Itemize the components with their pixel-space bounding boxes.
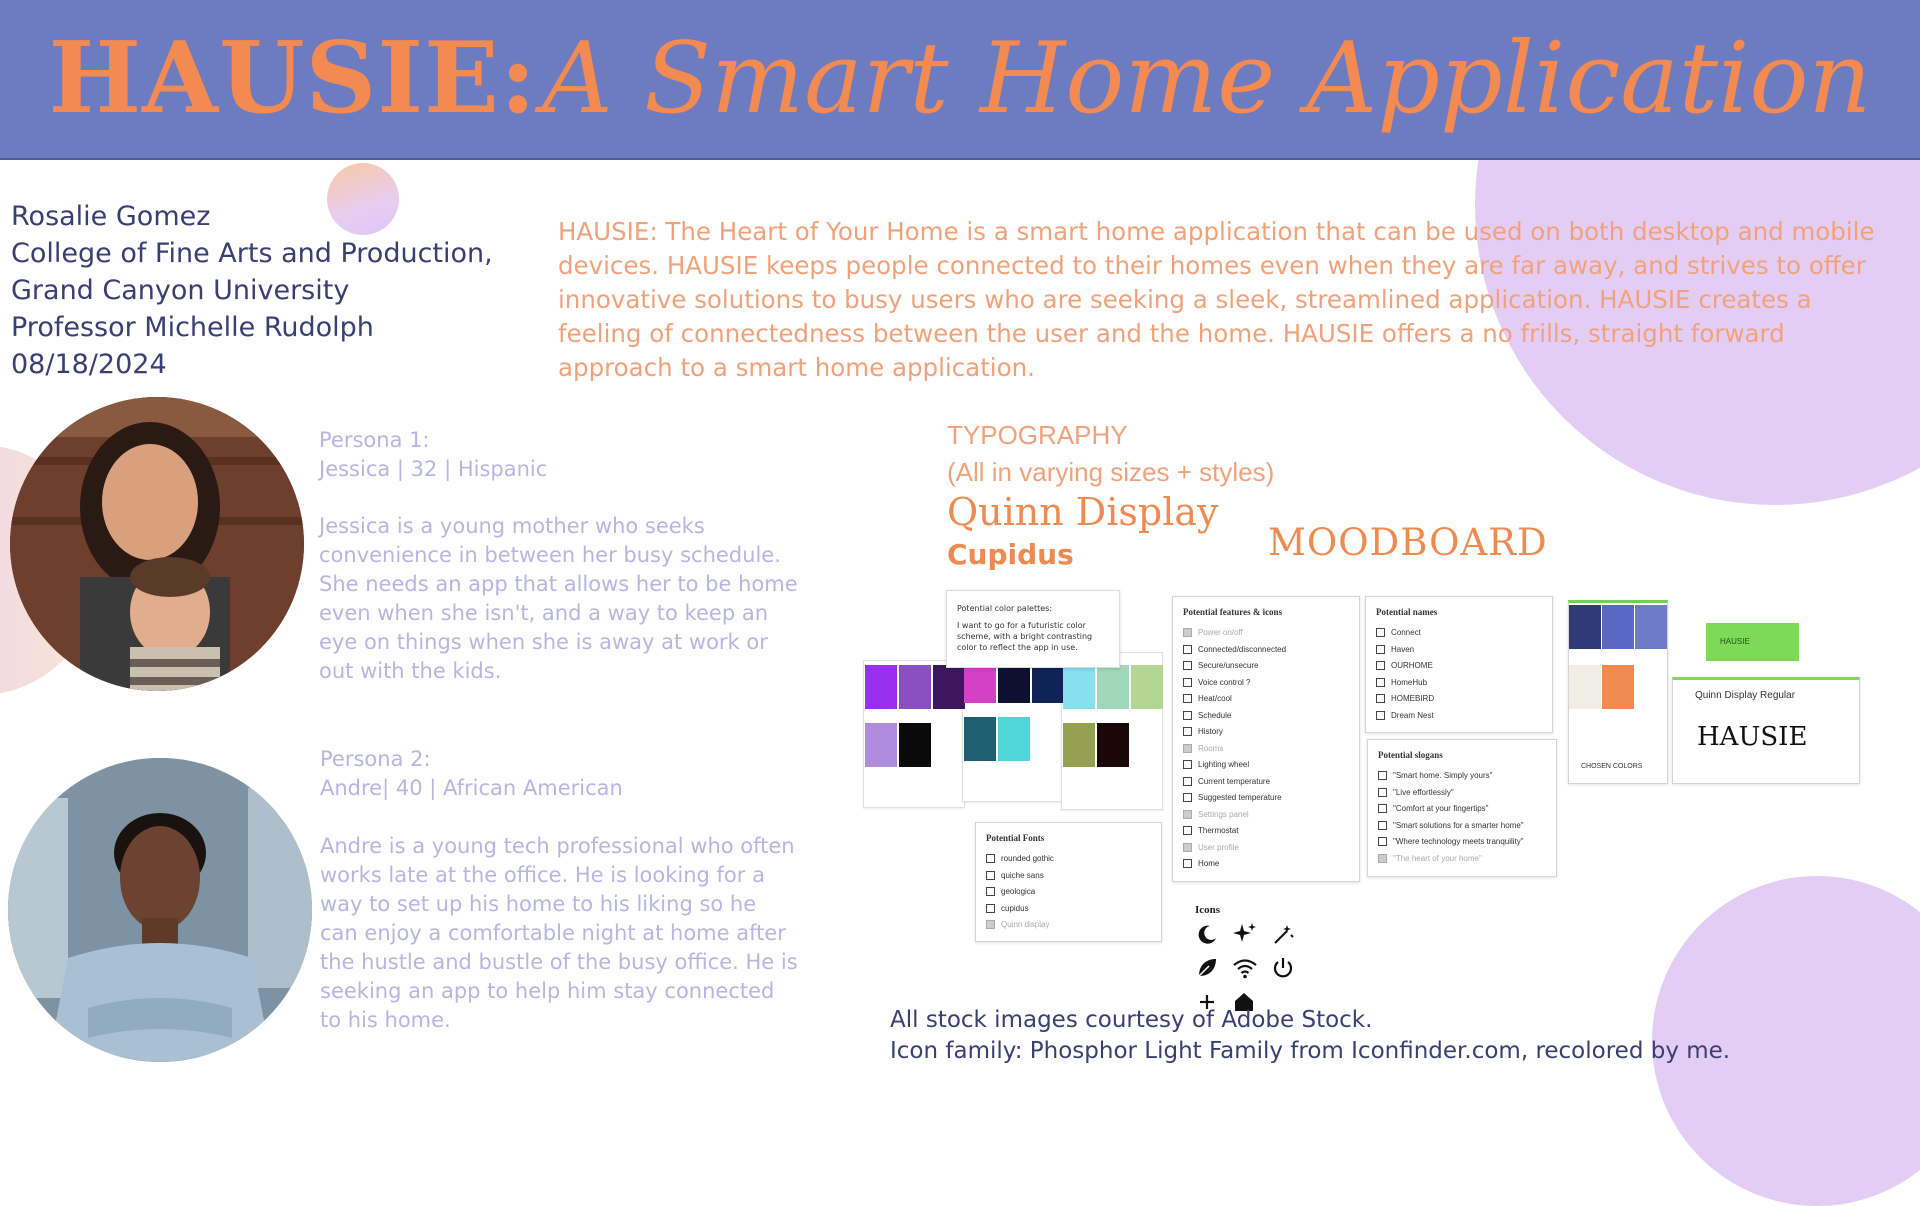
feature-item[interactable] xyxy=(1183,856,1359,873)
persona-2-summary: Andre| 40 | African American xyxy=(320,776,623,800)
name-item[interactable] xyxy=(1376,642,1552,659)
checkbox-icon[interactable] xyxy=(986,854,995,863)
names-list xyxy=(1366,625,1552,724)
slogan-item[interactable] xyxy=(1378,818,1556,835)
fonts-card-title: Potential Fonts xyxy=(986,833,1045,843)
persona-2-bio: Andre is a young tech professional who often works late at the office. He is looking for a way to set up his home to his liking so he can enjoy a comfortable night at home after the hustle and bustle of the busy office. He is seeking an app to help him stay connected to his home. xyxy=(320,834,798,1032)
feature-item[interactable] xyxy=(1183,840,1359,857)
persona-2-label: Persona 2: xyxy=(320,747,431,771)
name-item-label: Connect xyxy=(1391,628,1421,637)
slogan-item[interactable] xyxy=(1378,785,1556,802)
magic-wand-icon xyxy=(1271,923,1295,947)
checkbox-icon[interactable] xyxy=(1378,854,1387,863)
logo-font-label: Quinn Display Regular xyxy=(1695,690,1796,701)
palette-swatch xyxy=(998,717,1030,761)
persona-1-summary: Jessica | 32 | Hispanic xyxy=(319,457,548,481)
palette-note-body: I want to go for a futuristic color scheme, with a bright contrasting color to reflect the app in use. xyxy=(957,621,1093,652)
feature-item[interactable] xyxy=(1183,625,1359,642)
checkbox-icon[interactable] xyxy=(1183,661,1192,670)
icons-row-1 xyxy=(1195,922,1275,956)
author-date: 08/18/2024 xyxy=(11,349,167,380)
checkbox-icon[interactable] xyxy=(1183,694,1192,703)
slogan-item-label: "Where technology meets tranquility" xyxy=(1393,837,1524,846)
font-sample-cupidus: Cupidus xyxy=(947,538,1074,571)
checkbox-icon[interactable] xyxy=(986,871,995,880)
palette-note-card xyxy=(946,590,1120,668)
feature-item[interactable] xyxy=(1183,807,1359,824)
checkbox-icon[interactable] xyxy=(1183,859,1192,868)
fonts-list xyxy=(976,851,1161,934)
slogans-card xyxy=(1367,739,1557,877)
credits-icons: Icon family: Phosphor Light Family from Iconfinder.com, recolored by me. xyxy=(890,1038,1731,1064)
checkbox-icon[interactable] xyxy=(986,904,995,913)
features-card xyxy=(1172,596,1360,882)
palette-swatch xyxy=(1063,723,1095,767)
name-item[interactable] xyxy=(1376,691,1552,708)
checkbox-icon[interactable] xyxy=(1183,793,1192,802)
hausie-badge-text: HAUSIE xyxy=(1720,637,1750,646)
checkbox-icon[interactable] xyxy=(986,887,995,896)
palette-swatch xyxy=(899,723,931,767)
feature-item-label: Heat/cool xyxy=(1198,694,1232,703)
title-italic: A Smart Home Application xyxy=(542,22,1872,136)
slogan-item[interactable] xyxy=(1378,801,1556,818)
feature-item-label: Secure/unsecure xyxy=(1198,661,1259,670)
author-university: Grand Canyon University xyxy=(11,275,350,306)
typography-subheading: (All in varying sizes + styles) xyxy=(947,457,1275,487)
checkbox-icon[interactable] xyxy=(1376,645,1385,654)
feature-item-label: Voice control ? xyxy=(1198,677,1251,687)
font-item[interactable] xyxy=(986,868,1161,885)
checkbox-icon[interactable] xyxy=(1183,760,1192,769)
feature-item[interactable] xyxy=(1183,757,1359,774)
slogan-item[interactable] xyxy=(1378,768,1556,785)
feature-item-label: Connected/disconnected xyxy=(1198,644,1287,654)
font-item-label: rounded gothic xyxy=(1001,854,1054,863)
palette-swatch xyxy=(899,665,931,709)
icons-row-2 xyxy=(1195,956,1275,990)
title-banner xyxy=(0,0,1920,160)
palette-note-title: Potential color palettes: xyxy=(957,604,1053,613)
chosen-color-4 xyxy=(1569,665,1601,709)
fonts-card xyxy=(975,822,1162,942)
logo-card xyxy=(1672,677,1860,784)
checkbox-icon[interactable] xyxy=(1183,826,1192,835)
font-item[interactable] xyxy=(986,917,1161,934)
feature-item-label: Power on/off xyxy=(1198,628,1243,637)
checkbox-icon[interactable] xyxy=(1376,678,1385,687)
feature-item-label: Thermostat xyxy=(1198,826,1239,835)
sparkle-icon xyxy=(1232,922,1258,948)
checkbox-icon[interactable] xyxy=(1183,744,1192,753)
feature-item-label: Current temperature xyxy=(1198,776,1271,786)
font-sample-quinn: Quinn Display xyxy=(947,490,1219,534)
typography-heading-block xyxy=(947,417,1274,491)
name-item-label: OURHOME xyxy=(1391,661,1433,670)
feature-item-label: User profile xyxy=(1198,842,1239,852)
checkbox-icon[interactable] xyxy=(1378,821,1387,830)
chosen-color-5 xyxy=(1602,665,1634,709)
name-item[interactable] xyxy=(1376,625,1552,642)
checkbox-icon[interactable] xyxy=(1183,727,1192,736)
checkbox-icon[interactable] xyxy=(1376,628,1385,637)
checkbox-icon[interactable] xyxy=(1183,843,1192,852)
font-item[interactable] xyxy=(986,851,1161,868)
checkbox-icon[interactable] xyxy=(1378,804,1387,813)
logo-sample: HAUSIE xyxy=(1697,722,1808,752)
feature-item[interactable] xyxy=(1183,823,1359,840)
feature-item[interactable] xyxy=(1183,741,1359,758)
persona-1-photo xyxy=(10,397,304,691)
page-title xyxy=(0,0,1920,158)
persona-1-header xyxy=(319,426,819,484)
checkbox-icon[interactable] xyxy=(1378,771,1387,780)
palette-swatch xyxy=(865,723,897,767)
chosen-color-3 xyxy=(1635,605,1667,649)
checkbox-icon[interactable] xyxy=(1183,777,1192,786)
feature-item[interactable] xyxy=(1183,691,1359,708)
feature-item[interactable] xyxy=(1183,774,1359,791)
feature-item-label: Rooms xyxy=(1198,743,1224,753)
author-professor: Professor Michelle Rudolph xyxy=(11,312,374,343)
checkbox-icon[interactable] xyxy=(1183,810,1192,819)
checkbox-icon[interactable] xyxy=(1378,788,1387,797)
slogan-item[interactable] xyxy=(1378,834,1556,851)
author-block xyxy=(11,198,531,383)
leaf-icon xyxy=(1195,956,1219,980)
name-item-label: HOMEBIRD xyxy=(1391,694,1435,703)
slogan-item-label: "Live effortlessly" xyxy=(1393,787,1454,797)
feature-item-label: Settings panel xyxy=(1198,809,1249,819)
author-name: Rosalie Gomez xyxy=(11,201,211,232)
name-item[interactable] xyxy=(1376,675,1552,692)
slogans-list xyxy=(1368,768,1556,867)
moon-icon xyxy=(1195,923,1219,947)
credits-stock: All stock images courtesy of Adobe Stock. xyxy=(890,1007,1373,1033)
credits-block xyxy=(890,1005,1730,1067)
palette-swatch xyxy=(1063,665,1095,709)
feature-item-label: Home xyxy=(1198,859,1220,868)
checkbox-icon[interactable] xyxy=(1183,645,1192,654)
feature-item-label: Schedule xyxy=(1198,710,1232,720)
name-item-label: Dream Nest xyxy=(1391,710,1434,720)
names-card xyxy=(1365,596,1553,733)
moodboard-title: MOODBOARD xyxy=(1268,521,1548,564)
checkbox-icon[interactable] xyxy=(1378,837,1387,846)
checkbox-icon[interactable] xyxy=(1376,711,1385,720)
chosen-color-1 xyxy=(1569,605,1601,649)
font-item-label: geologica xyxy=(1001,887,1036,896)
persona-1-label: Persona 1: xyxy=(319,428,430,452)
checkbox-icon[interactable] xyxy=(1376,694,1385,703)
title-bold: HAUSIE: xyxy=(48,21,538,136)
features-card-title: Potential features & icons xyxy=(1183,607,1283,617)
checkbox-icon[interactable] xyxy=(986,920,995,929)
name-item[interactable] xyxy=(1376,708,1552,725)
palette-swatch xyxy=(1097,665,1129,709)
feature-item[interactable] xyxy=(1183,658,1359,675)
feature-item[interactable] xyxy=(1183,708,1359,725)
persona-1-bio: Jessica is a young mother who seeks convenience in between her busy schedule. She needs an app that allows her to be home even when she isn't, and a way to keep an eye on things when she is away at work or out with the kids. xyxy=(319,514,798,683)
chosen-colors-card xyxy=(1568,600,1668,784)
slogan-item-label: "Smart solutions for a smarter home" xyxy=(1393,820,1524,830)
feature-item-label: Lighting wheel xyxy=(1198,760,1250,769)
font-item[interactable] xyxy=(986,884,1161,901)
checkbox-icon[interactable] xyxy=(1183,678,1192,687)
font-item-label: quiche sans xyxy=(1001,870,1044,880)
checkbox-icon[interactable] xyxy=(1183,628,1192,637)
slogan-item-label: "Comfort at your fingertips" xyxy=(1393,804,1489,813)
chosen-colors-label: CHOSEN COLORS xyxy=(1581,763,1643,770)
feature-item[interactable] xyxy=(1183,790,1359,807)
power-icon xyxy=(1271,956,1295,980)
app-description: HAUSIE: The Heart of Your Home is a smart home application that can be used on both desktop and mobile devices. HAUSIE keeps people connected to their homes even when they are far away, and strives to offer innovative solutions to busy users who are seeking a sleek, streamlined application. HAUSIE creates a feeling of connectedness between the user and the home. HAUSIE offers a no frills, straight forward approach to a smart home application. xyxy=(558,217,1875,382)
font-item[interactable] xyxy=(986,901,1161,918)
palette-swatch xyxy=(964,717,996,761)
name-item[interactable] xyxy=(1376,658,1552,675)
feature-item[interactable] xyxy=(1183,724,1359,741)
names-card-title: Potential names xyxy=(1376,607,1438,617)
palette-swatch xyxy=(865,665,897,709)
persona-2-photo xyxy=(8,758,312,1062)
persona-2-header xyxy=(320,745,820,803)
checkbox-icon[interactable] xyxy=(1183,711,1192,720)
slogan-item-label: "The heart of your home" xyxy=(1393,853,1482,863)
name-item-label: HomeHub xyxy=(1391,677,1428,687)
font-item-label: Quinn display xyxy=(1001,920,1050,929)
icons-title: Icons xyxy=(1195,904,1221,916)
palette-swatch xyxy=(1097,723,1129,767)
features-list xyxy=(1173,625,1359,873)
feature-item[interactable] xyxy=(1183,642,1359,659)
wifi-icon xyxy=(1232,956,1258,980)
author-college: College of Fine Arts and Production, xyxy=(11,238,493,269)
feature-item[interactable] xyxy=(1183,675,1359,692)
name-item-label: Haven xyxy=(1391,644,1415,654)
slogans-card-title: Potential slogans xyxy=(1378,750,1443,760)
hausie-badge xyxy=(1706,623,1799,661)
font-item-label: cupidus xyxy=(1001,903,1029,913)
slogan-item[interactable] xyxy=(1378,851,1556,868)
chosen-color-2 xyxy=(1602,605,1634,649)
feature-item-label: Suggested temperature xyxy=(1198,793,1282,802)
checkbox-icon[interactable] xyxy=(1376,661,1385,670)
typography-heading: TYPOGRAPHY xyxy=(947,420,1128,450)
palette-swatch xyxy=(1131,665,1163,709)
slogan-item-label: "Smart home. Simply yours" xyxy=(1393,771,1493,780)
palette-swatch xyxy=(933,665,965,709)
feature-item-label: History xyxy=(1198,727,1223,736)
